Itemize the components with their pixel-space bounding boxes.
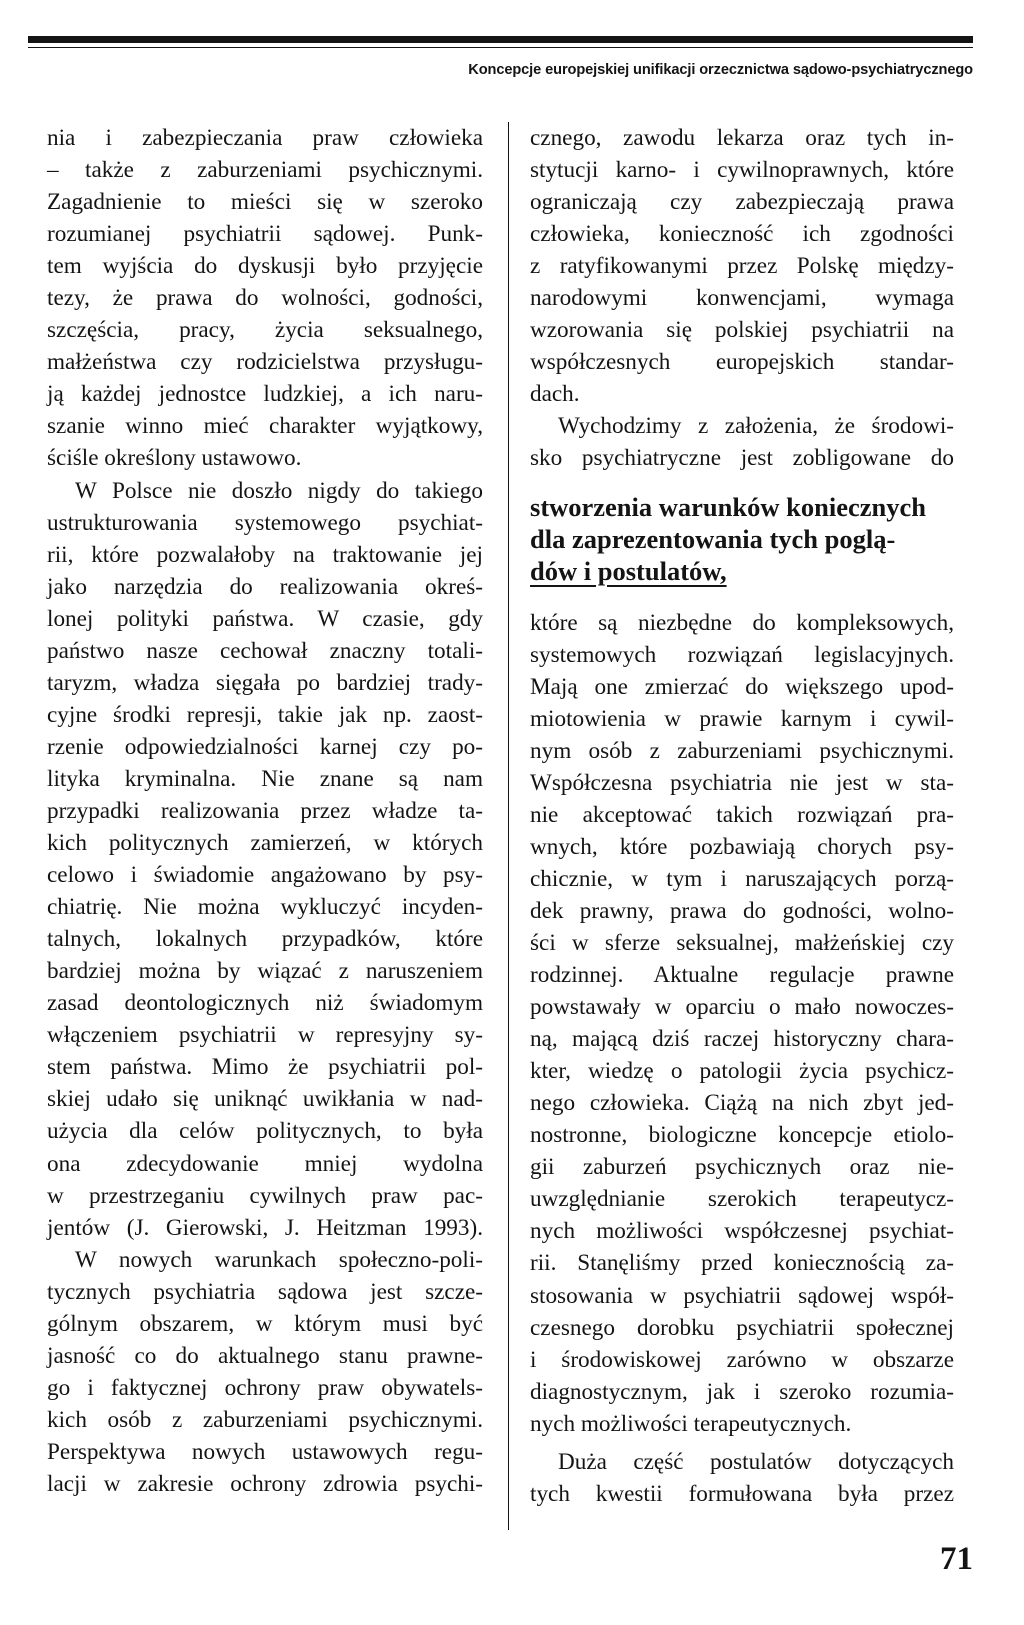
heading-line-text: dów i postulatów, — [530, 555, 727, 586]
text-line: tych kwestii formułowana była przez — [530, 1480, 954, 1507]
text-line: stem państwa. Mimo że psychiatrii pol- — [47, 1054, 483, 1081]
text-line: ną, mającą dziś raczej historyczny chara- — [530, 1026, 954, 1053]
text-line: włączeniem psychiatrii w represyjny sy- — [47, 1022, 483, 1049]
text-line: celowo i świadomie angażowano by psy- — [47, 862, 483, 889]
text-line: chicznie, w tym i naruszających porzą- — [530, 865, 954, 892]
text-line: – także z zaburzeniami psychicznymi. — [47, 157, 483, 184]
text-line: W nowych warunkach społeczno-poli- — [75, 1246, 483, 1273]
text-line: czesnego dorobku psychiatrii społecznej — [530, 1314, 954, 1341]
text-line: wnych, które pozbawiają chorych psy- — [530, 833, 954, 860]
text-line: Mają one zmierzać do większego upod- — [530, 673, 954, 700]
heading-line — [530, 555, 954, 587]
text-line: z ratyfikowanymi przez Polskę między- — [530, 253, 954, 280]
text-line: dek prawny, prawa do godności, wolno- — [530, 897, 954, 924]
text-line: w przestrzeganiu cywilnych praw pac- — [47, 1182, 483, 1209]
text-line: Perspektywa nowych ustawowych regu- — [47, 1438, 483, 1465]
heading-line-text: dla zaprezentowania tych poglą- — [530, 523, 896, 554]
text-line: stytucji karno- i cywilnoprawnych, które — [530, 157, 954, 184]
text-line: W Polsce nie doszło nigdy do takiego — [75, 477, 483, 504]
text-line: diagnostycznym, jak i szeroko rozumia- — [530, 1378, 954, 1405]
text-line: współczesnych europejskich standar- — [530, 349, 954, 376]
text-line: systemowych rozwiązań legislacyjnych. — [530, 641, 954, 668]
text-line: ograniczają czy zabezpieczają prawa — [530, 189, 954, 216]
text-line: szczęścia, pracy, życia seksualnego, — [47, 317, 483, 344]
text-line: go i faktycznej ochrony praw obywatels- — [47, 1374, 483, 1401]
text-line: lonej polityki państwa. W czasie, gdy — [47, 605, 483, 632]
text-line: Duża część postulatów dotyczących — [558, 1448, 954, 1475]
right-column — [530, 122, 954, 1510]
text-line: ściśle określony ustawowo. — [47, 445, 302, 472]
text-line: dach. — [530, 381, 580, 408]
text-line: małżeństwa czy rodzicielstwa przysługu- — [47, 349, 483, 376]
text-line: rodzinnej. Aktualne regulacje prawne — [530, 962, 954, 989]
text-line: nia i zabezpieczania praw człowieka — [47, 125, 483, 151]
text-line: zasad deontologicznych niż świadomym — [47, 990, 483, 1017]
text-line: Zagadnienie to mieści się w szeroko — [47, 189, 483, 216]
page-number: 71 — [940, 1541, 973, 1577]
text-line: i środowiskowej zarówno w obszarze — [530, 1346, 954, 1373]
text-line: nych możliwości współczesnej psychiat- — [530, 1218, 954, 1245]
text-line: ona zdecydowanie mniej wydolna — [47, 1150, 483, 1177]
text-line: lityka kryminalna. Nie znane są nam — [47, 765, 483, 792]
text-line: przypadki realizowania przez władze ta- — [47, 797, 483, 824]
text-line: stosowania w psychiatrii sądowej współ- — [530, 1282, 954, 1309]
text-line: jasność co do aktualnego stanu prawne- — [47, 1342, 483, 1369]
text-line: miotowienia w prawie karnym i cywil- — [530, 705, 954, 732]
text-line: ustrukturowania systemowego psychiat- — [47, 509, 483, 536]
text-line: nych możliwości terapeutycznych. — [530, 1410, 852, 1437]
text-line: człowieka, konieczność ich zgodności — [530, 221, 954, 248]
text-line: ją każdej jednostce ludzkiej, a ich naru- — [47, 381, 483, 408]
text-line: gólnym obszarem, w którym musi być — [47, 1310, 483, 1337]
column-divider — [508, 122, 509, 1530]
text-line: kter, wiedzę o patologii życia psychicz- — [530, 1058, 954, 1085]
running-head: Koncepcje europejskiej unifikacji orzecznictwa sądowo-psychiatrycznego — [468, 62, 973, 78]
text-line: rii, które pozwalałoby na traktowanie jej — [47, 541, 483, 568]
text-line: kich osób z zaburzeniami psychicznymi. — [47, 1406, 483, 1433]
text-line: powstawały w oparciu o mało nowoczes- — [530, 994, 954, 1021]
text-line: talnych, lokalnych przypadków, które — [47, 926, 483, 953]
text-line: kich politycznych zamierzeń, w których — [47, 830, 483, 857]
header-rule-thin — [28, 47, 973, 48]
text-line: cznego, zawodu lekarza oraz tych in- — [530, 125, 954, 151]
text-line: gii zaburzeń psychicznych oraz nie- — [530, 1154, 954, 1181]
text-line: nym osób z zaburzeniami psychicznymi. — [530, 737, 954, 764]
text-line: Wychodzimy z założenia, że środowi- — [558, 413, 954, 440]
text-line: bardziej można by wiązać z naruszeniem — [47, 958, 483, 985]
text-line: tycznych psychiatria sądowa jest szcze- — [47, 1278, 483, 1305]
text-line: wzorowania się polskiej psychiatrii na — [530, 317, 954, 344]
text-line: użycia dla celów politycznych, to była — [47, 1118, 483, 1145]
text-line: rzenie odpowiedzialności karnej czy po- — [47, 733, 483, 760]
text-line: rii. Stanęliśmy przed koniecznością za- — [530, 1250, 954, 1277]
text-line: rozumianej psychiatrii sądowej. Punk- — [47, 221, 483, 248]
text-line: ści w sferze seksualnej, małżeńskiej czy — [530, 929, 954, 956]
text-line: nostronne, biologiczne koncepcje etiolo- — [530, 1122, 954, 1149]
heading-line — [530, 491, 954, 523]
text-line: taryzm, władza sięgała po bardziej trady- — [47, 669, 483, 696]
section-heading — [530, 491, 954, 587]
text-line: cyjne środki represji, takie jak np. zaost- — [47, 701, 483, 728]
text-line: państwo nasze cechował znaczny totali- — [47, 637, 483, 664]
text-line: nie akceptować takich rozwiązań pra- — [530, 801, 954, 828]
text-line: skiej udało się uniknąć uwikłania w nad- — [47, 1086, 483, 1113]
right-column-top-text — [530, 122, 954, 475]
text-line: narodowymi konwencjami, wymaga — [530, 285, 954, 312]
text-line: chiatrię. Nie można wykluczyć incyden- — [47, 894, 483, 921]
text-line: jako narzędzia do realizowania okreś- — [47, 573, 483, 600]
header-rule-thick — [28, 36, 973, 43]
text-line: tem wyjścia do dyskusji było przyjęcie — [47, 253, 483, 280]
heading-line-text: stworzenia warunków koniecznych — [530, 491, 927, 522]
right-column-bottom-text — [530, 607, 954, 1510]
text-line: nego człowieka. Ciążą na nich zbyt jed- — [530, 1090, 954, 1117]
text-line: lacji w zakresie ochrony zdrowia psychi- — [47, 1470, 483, 1497]
text-line: tezy, że prawa do wolności, godności, — [47, 285, 483, 312]
text-line: Współczesna psychiatria nie jest w sta- — [530, 769, 954, 796]
heading-line — [530, 523, 954, 555]
text-line: jentów (J. Gierowski, J. Heitzman 1993). — [47, 1214, 483, 1241]
text-line: szanie winno mieć charakter wyjątkowy, — [47, 413, 483, 440]
left-column — [47, 122, 483, 1500]
text-line: które są niezbędne do kompleksowych, — [530, 609, 954, 636]
text-line: uwzględnianie szerokich terapeutycz- — [530, 1186, 954, 1213]
text-line: sko psychiatryczne jest zobligowane do — [530, 445, 954, 472]
